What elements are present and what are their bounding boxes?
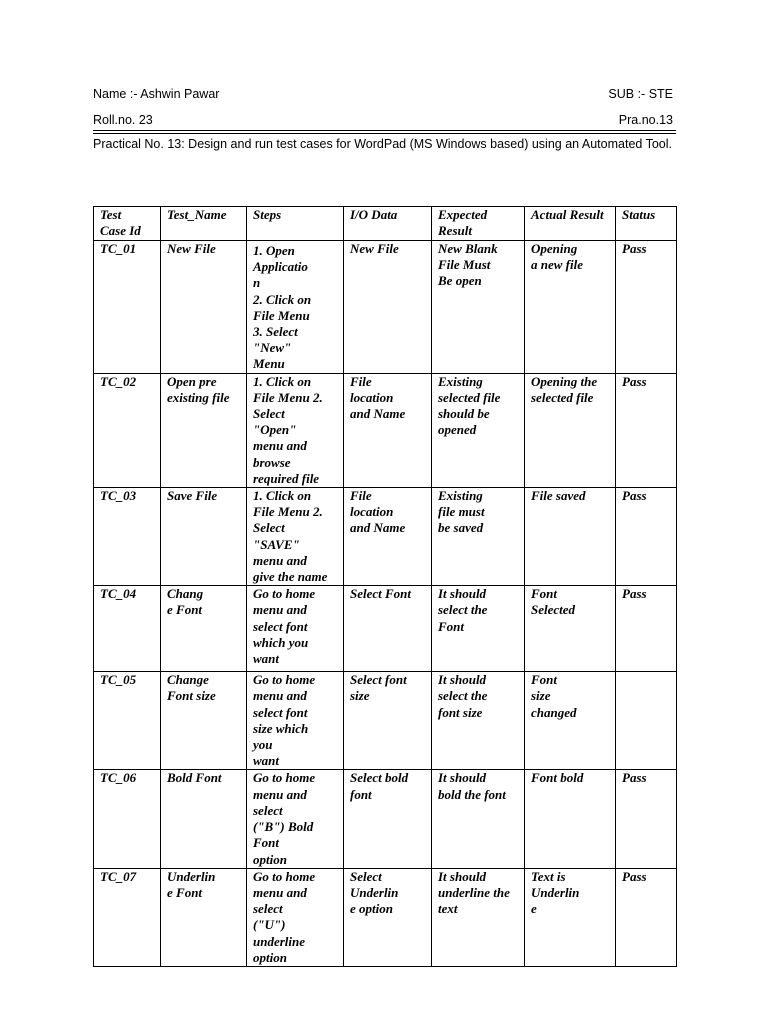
table-cell: Select bold font <box>344 770 432 868</box>
table-cell: Go to home menu and select font size which you want <box>247 672 344 770</box>
table-cell: Existing file must be saved <box>432 488 525 586</box>
table-cell: Select font size <box>344 672 432 770</box>
table-cell: Go to home menu and select ("B") Bold Font option <box>247 770 344 868</box>
table-cell: Go to home menu and select font which you want <box>247 586 344 672</box>
table-cell: File location and Name <box>344 488 432 586</box>
table-cell: Bold Font <box>161 770 247 868</box>
header-rule-bottom <box>93 133 676 134</box>
roll-number: Roll.no. 23 <box>93 113 153 127</box>
table-cell: Font size changed <box>525 672 616 770</box>
table-cell: Font bold <box>525 770 616 868</box>
table-cell: TC_04 <box>94 586 161 672</box>
practical-number: Pra.no.13 <box>618 113 673 127</box>
table-cell: It should bold the font <box>432 770 525 868</box>
table-cell: 1. Open Applicatio n 2. Click on File Menu 3. Select "New" Menu <box>247 241 344 374</box>
table-row <box>94 868 677 966</box>
column-header: Actual Result <box>525 207 616 241</box>
table-cell: Text is Underlin e <box>525 868 616 966</box>
table-cell: Select Font <box>344 586 432 672</box>
table-cell: Open pre existing file <box>161 373 247 487</box>
table-cell: Chang e Font <box>161 586 247 672</box>
column-header: Test Case Id <box>94 207 161 241</box>
table-cell: Opening a new file <box>525 241 616 374</box>
table-cell: TC_07 <box>94 868 161 966</box>
practical-title: Practical No. 13: Design and run test cases for WordPad (MS Windows based) using an Automated Tool. <box>93 137 672 151</box>
table-cell: Pass <box>616 241 677 374</box>
column-header: I/O Data <box>344 207 432 241</box>
table-cell: New File <box>344 241 432 374</box>
table-row <box>94 488 677 586</box>
table-cell: Font Selected <box>525 586 616 672</box>
table-cell <box>616 672 677 770</box>
table-cell: New Blank File Must Be open <box>432 241 525 374</box>
subject: SUB :- STE <box>608 87 673 101</box>
table-cell: Pass <box>616 868 677 966</box>
column-header: Test_Name <box>161 207 247 241</box>
table-cell: It should select the font size <box>432 672 525 770</box>
test-case-table <box>93 206 677 967</box>
table-cell: It should underline the text <box>432 868 525 966</box>
table-cell: Select Underlin e option <box>344 868 432 966</box>
table-cell: TC_05 <box>94 672 161 770</box>
table-cell: Change Font size <box>161 672 247 770</box>
table-row <box>94 373 677 487</box>
table-cell: 1. Click on File Menu 2. Select "SAVE" menu and give the name <box>247 488 344 586</box>
student-name: Name :- Ashwin Pawar <box>93 87 220 101</box>
table-header-row <box>94 207 677 241</box>
table-cell: Opening the selected file <box>525 373 616 487</box>
table-row <box>94 586 677 672</box>
table-cell: Existing selected file should be opened <box>432 373 525 487</box>
table-cell: Pass <box>616 770 677 868</box>
table-cell: Underlin e Font <box>161 868 247 966</box>
table-cell: Go to home menu and select ("U") underline option <box>247 868 344 966</box>
table-cell: TC_06 <box>94 770 161 868</box>
table-cell: 1. Click on File Menu 2. Select "Open" menu and browse required file <box>247 373 344 487</box>
table-cell: File saved <box>525 488 616 586</box>
column-header: Expected Result <box>432 207 525 241</box>
table-cell: Pass <box>616 488 677 586</box>
column-header: Steps <box>247 207 344 241</box>
table-cell: New File <box>161 241 247 374</box>
table-cell: TC_01 <box>94 241 161 374</box>
table-cell: TC_02 <box>94 373 161 487</box>
table-cell: Pass <box>616 373 677 487</box>
table-row <box>94 672 677 770</box>
table-row <box>94 770 677 868</box>
table-row <box>94 241 677 374</box>
header-rule-top <box>93 130 676 131</box>
table-cell: Save File <box>161 488 247 586</box>
table-cell: File location and Name <box>344 373 432 487</box>
table-cell: It should select the Font <box>432 586 525 672</box>
column-header: Status <box>616 207 677 241</box>
table-cell: Pass <box>616 586 677 672</box>
table-cell: TC_03 <box>94 488 161 586</box>
